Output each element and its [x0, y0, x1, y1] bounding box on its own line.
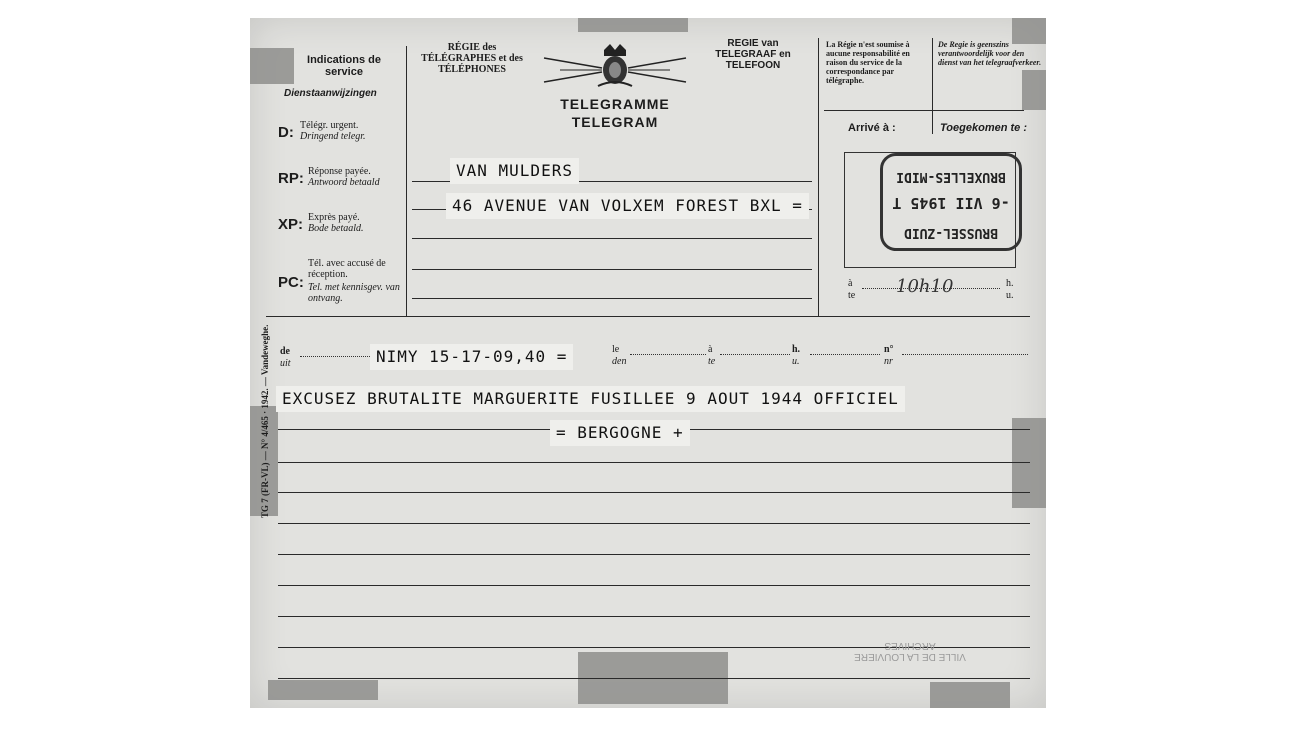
message-strip-2: = BERGOGNE + — [550, 420, 690, 446]
telegram-title-nl: TELEGRAM — [571, 114, 659, 130]
divider-left-column — [406, 46, 407, 316]
arrival-label-nl: Toegekomen te : — [940, 122, 1027, 134]
arrival-te-label: te — [848, 290, 856, 301]
disclaimer-underline — [824, 110, 1024, 111]
regie-nl — [694, 38, 812, 71]
code-nl: Antwoord betaald — [308, 177, 380, 188]
code-nl: Tel. met kennisgev. van ontvang. — [308, 282, 400, 304]
tape-bottom-right — [930, 682, 1010, 708]
origin-strip: NIMY 15-17-09,40 = — [370, 344, 573, 370]
origin-te-label: te — [708, 356, 716, 367]
message-line — [278, 492, 1030, 493]
tape-right-upper — [1022, 70, 1046, 110]
form-reference-note: TG 7 (FR-VL) — N° 4/465 · 1942. — Vandeweghe. — [260, 324, 270, 518]
code-label: D: — [278, 124, 294, 141]
message-line — [278, 554, 1030, 555]
arrival-u-label: u. — [1006, 290, 1014, 301]
header-separator — [266, 316, 1030, 317]
postmark-stamp — [880, 153, 1022, 251]
recipient-name-strip: VAN MULDERS — [450, 158, 579, 184]
origin-u-label: u. — [792, 356, 800, 367]
tape-left-upper — [250, 48, 294, 84]
arrival-a-label: à — [848, 278, 853, 289]
code-label: RP: — [278, 170, 304, 187]
code-nl: Bode betaald. — [308, 223, 364, 234]
message-line — [278, 462, 1030, 463]
archive-stamp-line1: VILLE DE LA LOUVIERE — [854, 651, 966, 662]
code-label: XP: — [278, 216, 304, 233]
arrival-handwritten-time: 10h10 — [896, 276, 954, 297]
tape-right-lower — [1012, 418, 1046, 508]
address-line — [412, 269, 812, 270]
code-label: PC: — [278, 274, 304, 291]
origin-h-line — [810, 354, 880, 355]
stamp-line-1: BRUSSEL-ZUID — [904, 225, 998, 240]
origin-h-label: h. — [792, 344, 801, 355]
regie-fr-line1: RÉGIE des — [447, 42, 497, 53]
recipient-address-strip: 46 AVENUE VAN VOLXEM FOREST BXL = — [446, 193, 809, 219]
code-nl: Dringend telegr. — [300, 131, 366, 142]
message-line — [278, 616, 1030, 617]
service-indications-fr: Indications de service — [307, 54, 381, 78]
origin-uit-label: uit — [280, 358, 291, 369]
tape-top-center — [578, 18, 688, 32]
origin-a-label: à — [708, 344, 713, 355]
archive-stamp-line2: ARCHIVES — [884, 640, 936, 651]
regie-nl-line3: TELEFOON — [725, 60, 781, 71]
origin-de-line — [300, 356, 370, 357]
address-line — [412, 298, 812, 299]
address-line — [412, 238, 812, 239]
archive-stamp — [850, 640, 970, 662]
regie-fr-line2: TÉLÉGRAPHES et des — [421, 53, 523, 64]
stamp-line-2: -6 VII 1945 T — [892, 194, 1010, 212]
arrival-h-label: h. — [1006, 278, 1014, 289]
regie-fr — [410, 42, 534, 75]
arrival-label-fr: Arrivé à : — [848, 122, 896, 134]
code-fr: Réponse payée. — [308, 166, 371, 177]
message-line — [278, 523, 1030, 524]
telegram-title-fr: TELEGRAMME — [560, 96, 670, 112]
origin-no-line — [902, 354, 1028, 355]
origin-nr-label: nr — [884, 356, 893, 367]
service-indications-nl: Dienstaanwijzingen — [284, 88, 377, 99]
origin-den-label: den — [612, 356, 627, 367]
telegram-form — [250, 18, 1046, 708]
regie-nl-line2: TELEGRAAF en — [715, 49, 791, 60]
disclaimer-nl: De Regie is geenszins verantwoordelijk voor den dienst van het telegraafverkeer. — [938, 40, 1042, 67]
code-fr: Exprès payé. — [308, 212, 360, 223]
regie-nl-line1: REGIE van — [727, 38, 779, 49]
code-fr: Télégr. urgent. — [300, 120, 359, 131]
origin-le-label: le — [612, 344, 620, 355]
message-line — [278, 585, 1030, 586]
tape-bottom-left — [268, 680, 378, 700]
disclaimer-fr: La Régie n'est soumise à aucune responsabilité en raison du service de la correspondance par télégraphe. — [826, 40, 910, 85]
origin-le-line — [630, 354, 706, 355]
origin-a-line — [720, 354, 790, 355]
divider-right-column — [818, 38, 819, 316]
stamp-line-3: BRUXELLES-MIDI — [896, 169, 1006, 184]
message-strip-1: EXCUSEZ BRUTALITE MARGUERITE FUSILLEE 9 AOUT 1944 OFFICIEL — [276, 386, 905, 412]
royal-crest-icon — [540, 42, 690, 90]
origin-de-label: de — [280, 346, 290, 357]
arrival-divider — [932, 114, 933, 134]
code-fr: Tél. avec accusé de réception. — [308, 258, 386, 280]
message-line — [278, 678, 1030, 679]
origin-no-label: n° — [884, 344, 894, 355]
regie-fr-line3: TÉLÉPHONES — [438, 64, 506, 75]
